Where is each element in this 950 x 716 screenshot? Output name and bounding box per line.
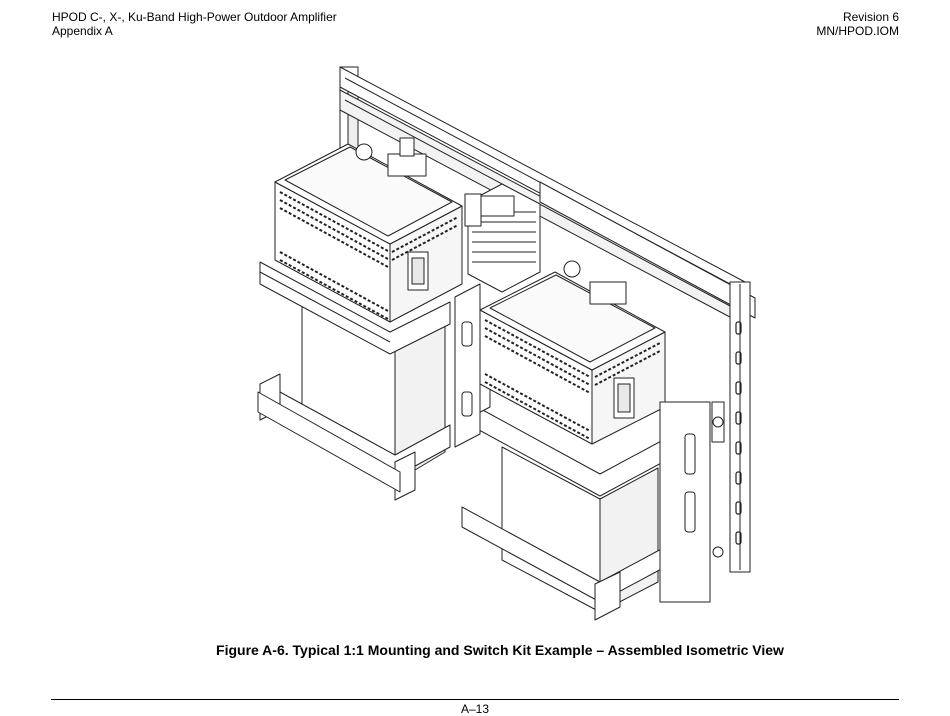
running-header-right [816,10,899,38]
running-header-left [52,10,337,38]
page-number: A–13 [460,702,490,716]
isometric-drawing [240,62,770,622]
amplifier-unit-right [462,261,665,620]
revision-label: Revision 6 [842,10,899,24]
figure-caption-text: Figure A-6. Typical 1:1 Mounting and Switch Kit Example – Assembled Isometric View [216,642,784,658]
footer-rule [51,699,899,700]
amplifier-unit-left [258,138,462,500]
document-title: HPOD C-, X-, Ku-Band High-Power Outdoor Amplifier [52,10,337,24]
waveguide-switch [465,184,540,292]
document-id: MN/HPOD.IOM [816,24,899,38]
figure-caption [0,642,950,658]
section-name: Appendix A [52,24,113,38]
amplifier-mounting-illustration [240,62,770,622]
